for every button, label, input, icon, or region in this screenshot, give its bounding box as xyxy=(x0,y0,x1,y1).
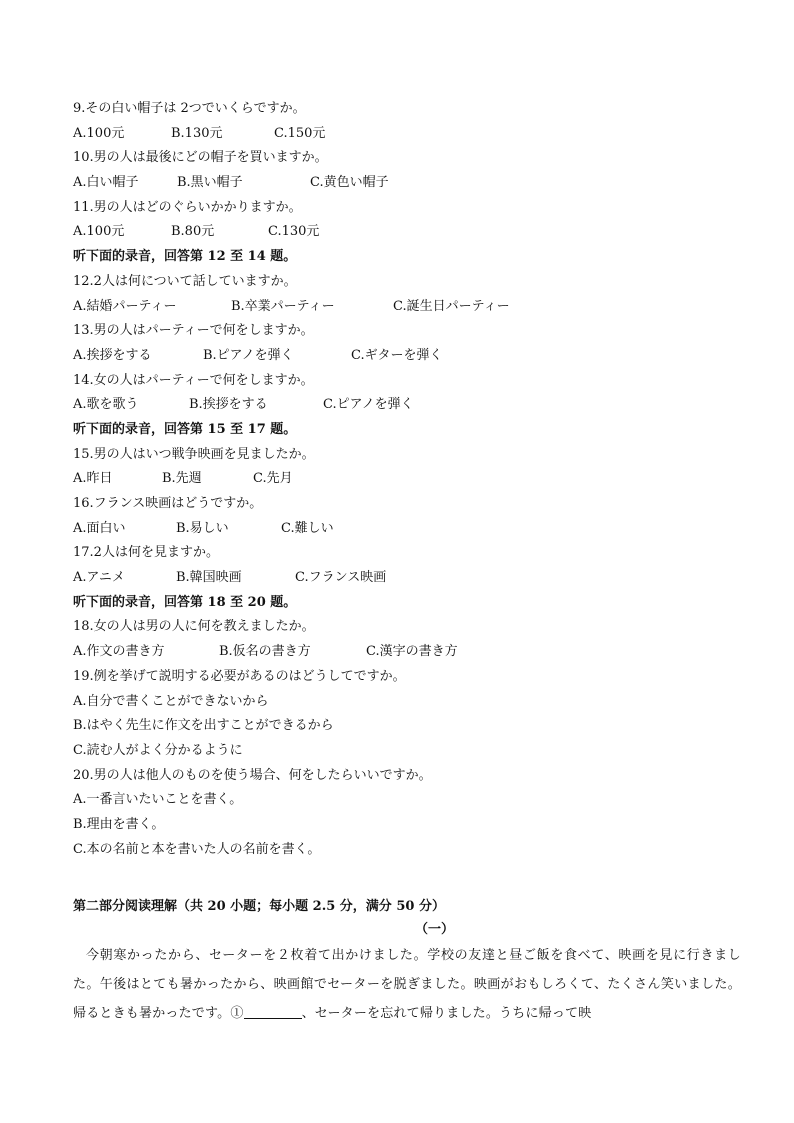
option-a: A.挨拶をする xyxy=(73,347,152,363)
option-a: A.100元 xyxy=(73,125,125,141)
options-row xyxy=(73,122,741,147)
option-a: A.面白い xyxy=(73,520,126,536)
options-row xyxy=(73,640,741,665)
option-c: C.フランス映画 xyxy=(295,570,387,586)
option-c: C.本の名前と本を書いた人の名前を書く。 xyxy=(73,841,321,857)
blank-marker: ① xyxy=(230,1006,244,1022)
section-heading-12-14: 听下面的录音，回答第 12 至 14 题。 xyxy=(73,249,297,265)
option-c: C.150元 xyxy=(274,125,326,141)
option-b: B.130元 xyxy=(171,125,223,141)
option-c: C.誕生日パーティー xyxy=(393,298,510,314)
option-b: B.80元 xyxy=(171,224,215,240)
options-row xyxy=(73,344,741,369)
question-12 xyxy=(73,270,741,319)
question-text: 9.その白い帽子は 2つでいくらですか。 xyxy=(73,101,306,116)
question-text: 17.2人は何を見ますか。 xyxy=(73,545,219,561)
passage-text: 今朝寒かったから、セーターを２枚着て出かけました。学校の友達と昼ご飯を食べて、映画を見に行きました。午後はとても暑かったから、映画館でセーターを脱ぎました。映画がおもしろくて、たくさん笑いました。帰るときも暑かったです。 xyxy=(73,948,741,1022)
question-19 xyxy=(73,665,741,764)
question-text: 18.女の人は男の人に何を教えましたか。 xyxy=(73,619,315,635)
passage-number: （一） xyxy=(414,922,454,938)
option-c: C.先月 xyxy=(253,471,293,487)
section-heading-18-20: 听下面的录音，回答第 18 至 20 题。 xyxy=(73,594,297,610)
question-11 xyxy=(73,196,741,245)
option-a: A.白い帽子 xyxy=(73,175,139,191)
option-a: A.結婚パーティー xyxy=(73,298,177,314)
options-row xyxy=(73,566,741,591)
section-heading-15-17: 听下面的录音，回答第 15 至 17 题。 xyxy=(73,421,297,437)
reading-passage xyxy=(73,941,741,1028)
option-b: B.易しい xyxy=(176,520,229,536)
option-b: B.仮名の書き方 xyxy=(219,644,311,660)
question-14 xyxy=(73,369,741,418)
option-b: B.はやく先生に作文を出すことができるから xyxy=(73,718,334,734)
question-text: 10.男の人は最後にどの帽子を買いますか。 xyxy=(73,150,328,166)
option-c: C.ピアノを弾く xyxy=(323,397,414,413)
option-a: A.歌を歌う xyxy=(73,397,139,413)
options-row xyxy=(73,220,741,245)
option-c: C.130元 xyxy=(268,224,320,240)
question-text: 15.男の人はいつ戦争映画を見ましたか。 xyxy=(73,446,315,462)
exam-page xyxy=(73,97,741,1028)
options-row xyxy=(73,517,741,542)
option-b: B.韓国映画 xyxy=(176,570,242,586)
answer-blank xyxy=(244,1003,302,1019)
option-a: A.一番言いたいことを書く。 xyxy=(73,792,243,808)
question-20 xyxy=(73,764,741,863)
option-b: B.理由を書く。 xyxy=(73,816,165,832)
question-15 xyxy=(73,443,741,492)
question-13 xyxy=(73,319,741,368)
option-b: B.挨拶をする xyxy=(189,397,268,413)
question-text: 20.男の人は他人のものを使う場合、何をしたらいいですか。 xyxy=(73,767,432,783)
options-row xyxy=(73,467,741,492)
question-16 xyxy=(73,492,741,541)
options-row xyxy=(73,393,741,418)
question-text: 13.男の人はパーティーで何をしますか。 xyxy=(73,323,314,339)
question-text: 12.2人は何について話していますか。 xyxy=(73,273,297,289)
option-b: B.黒い帽子 xyxy=(177,175,243,191)
question-text: 19.例を挙げて説明する必要があるのはどうしてですか。 xyxy=(73,668,406,684)
option-b: B.ピアノを弾く xyxy=(203,347,294,363)
option-a: A.昨日 xyxy=(73,471,113,487)
options-row xyxy=(73,295,741,320)
question-text: 11.男の人はどのぐらいかかりますか。 xyxy=(73,199,302,215)
section-spacer xyxy=(73,862,741,895)
option-a: A.100元 xyxy=(73,224,125,240)
option-a: A.作文の書き方 xyxy=(73,644,165,660)
option-b: B.先週 xyxy=(162,471,202,487)
option-c: C.黄色い帽子 xyxy=(310,175,389,191)
question-9 xyxy=(73,97,741,146)
question-text: 16.フランス映画はどうですか。 xyxy=(73,496,263,511)
part-two-title: 第二部分阅读理解（共 20 小题；每小题 2.5 分，满分 50 分） xyxy=(73,899,445,915)
options-row xyxy=(73,171,741,196)
option-c: C.難しい xyxy=(281,520,334,536)
option-b: B.卒業パーティー xyxy=(231,298,335,314)
option-c: C.ギターを弾く xyxy=(351,347,443,363)
option-a: A.アニメ xyxy=(73,570,125,586)
question-10 xyxy=(73,146,741,195)
question-text: 14.女の人はパーティーで何をしますか。 xyxy=(73,372,314,388)
question-17 xyxy=(73,541,741,590)
option-a: A.自分で書くことができないから xyxy=(73,693,269,709)
option-c: C.読む人がよく分かるように xyxy=(73,742,243,758)
passage-text-continued: 、セーターを忘れて帰りました。うちに帰って映 xyxy=(301,1006,592,1022)
question-18 xyxy=(73,615,741,664)
option-c: C.漢字の書き方 xyxy=(366,644,458,660)
